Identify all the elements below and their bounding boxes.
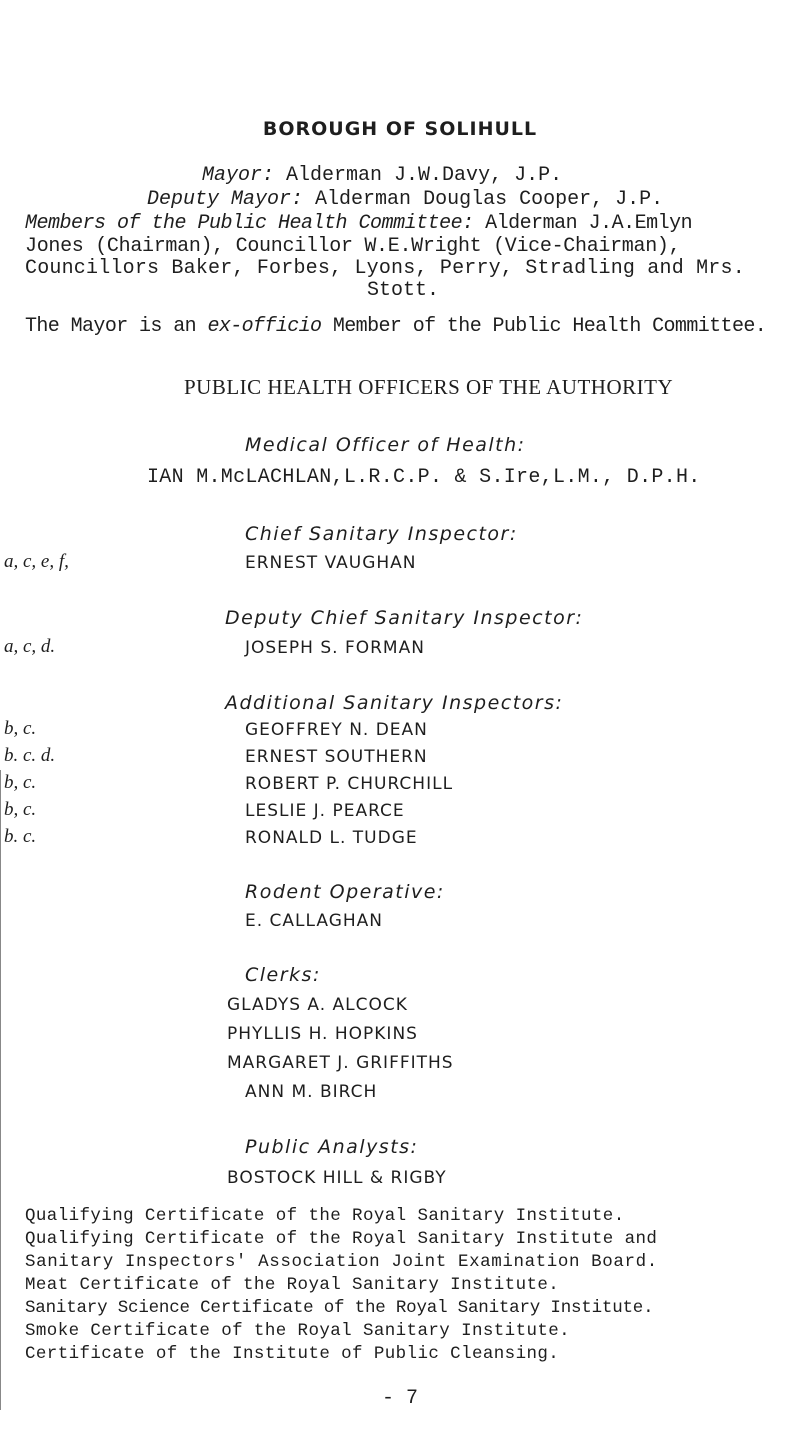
footnote: Qualifying Certificate of the Royal Sanitary Institute and xyxy=(25,1229,658,1249)
additional-si-name: ERNEST SOUTHERN xyxy=(245,747,428,767)
mayor-note-after: Member of the Public Health Committee. xyxy=(332,315,767,338)
additional-si-qual: b. c. xyxy=(4,826,37,847)
moh-title: Medical Officer of Health: xyxy=(245,434,526,456)
committee-line-2: Jones (Chairman), Councillor W.E.Wright (Vice-Chairman), xyxy=(25,235,681,258)
deputy-mayor-label: Deputy Mayor: xyxy=(147,188,304,211)
analysts-title: Public Analysts: xyxy=(245,1136,419,1158)
mayor-line xyxy=(202,165,562,187)
mayor-note xyxy=(25,316,766,338)
clerks-title: Clerks: xyxy=(245,964,321,986)
margin-rule xyxy=(0,770,1,1410)
additional-si-qual: b, c. xyxy=(4,799,37,820)
deputy-si-title: Deputy Chief Sanitary Inspector: xyxy=(225,607,584,629)
moh-name: IAN M.McLACHLAN,L.R.C.P. & S.Ire,L.M., D.P.H. xyxy=(147,466,701,489)
chief-si-name: ERNEST VAUGHAN xyxy=(245,553,417,573)
deputy-mayor-line xyxy=(147,189,663,211)
analysts-name: BOSTOCK HILL & RIGBY xyxy=(227,1168,447,1188)
deputy-si-name: JOSEPH S. FORMAN xyxy=(245,638,425,658)
committee-label: Members of the Public Health Committee: xyxy=(25,212,474,235)
deputy-si-qual: a, c, d. xyxy=(4,636,56,657)
footnote: Qualifying Certificate of the Royal Sanitary Institute. xyxy=(25,1206,625,1226)
committee-line1-rest: Alderman J.A.Emlyn xyxy=(485,212,693,235)
rodent-name: E. CALLAGHAN xyxy=(245,911,384,931)
mayor-note-before: The Mayor is an xyxy=(25,315,197,338)
mayor-note-italic: ex-officio xyxy=(207,315,322,338)
additional-si-qual: b, c. xyxy=(4,718,37,739)
footnote: Sanitary Science Certificate of the Royal Sanitary Institute. xyxy=(25,1298,654,1318)
page-number: - 7 xyxy=(381,1387,418,1410)
page-heading: BOROUGH OF SOLIHULL xyxy=(262,118,538,140)
chief-si-qual: a, c, e, f, xyxy=(4,551,69,572)
footnote: Certificate of the Institute of Public Cleansing. xyxy=(25,1344,560,1364)
additional-si-name: ROBERT P. CHURCHILL xyxy=(245,774,454,794)
committee-line-4: Stott. xyxy=(367,279,440,302)
committee-line-3: Councillors Baker, Forbes, Lyons, Perry, Stradling and Mrs. xyxy=(25,257,745,280)
committee-line-1 xyxy=(25,213,692,235)
additional-si-name: LESLIE J. PEARCE xyxy=(245,801,405,821)
deputy-mayor-value: Alderman Douglas Cooper, J.P. xyxy=(315,188,664,211)
rodent-title: Rodent Operative: xyxy=(245,881,445,903)
clerk-name: GLADYS A. ALCOCK xyxy=(227,995,408,1015)
mayor-label: Mayor: xyxy=(202,164,275,187)
clerk-name: ANN M. BIRCH xyxy=(245,1082,378,1102)
mayor-value: Alderman J.W.Davy, J.P. xyxy=(286,164,563,187)
footnote: Smoke Certificate of the Royal Sanitary Institute. xyxy=(25,1321,571,1341)
additional-si-qual: b, c. xyxy=(4,772,37,793)
footnote: Meat Certificate of the Royal Sanitary Institute. xyxy=(25,1275,560,1295)
chief-si-title: Chief Sanitary Inspector: xyxy=(245,523,518,545)
officers-title: PUBLIC HEALTH OFFICERS OF THE AUTHORITY xyxy=(184,375,674,399)
footnote: Sanitary Inspectors' Association Joint Examination Board. xyxy=(25,1252,658,1272)
additional-si-title: Additional Sanitary Inspectors: xyxy=(225,692,564,714)
clerk-name: PHYLLIS H. HOPKINS xyxy=(227,1024,418,1044)
clerk-name: MARGARET J. GRIFFITHS xyxy=(227,1053,454,1073)
additional-si-qual: b. c. d. xyxy=(4,745,56,766)
additional-si-name: RONALD L. TUDGE xyxy=(245,828,418,848)
additional-si-name: GEOFFREY N. DEAN xyxy=(245,720,428,740)
